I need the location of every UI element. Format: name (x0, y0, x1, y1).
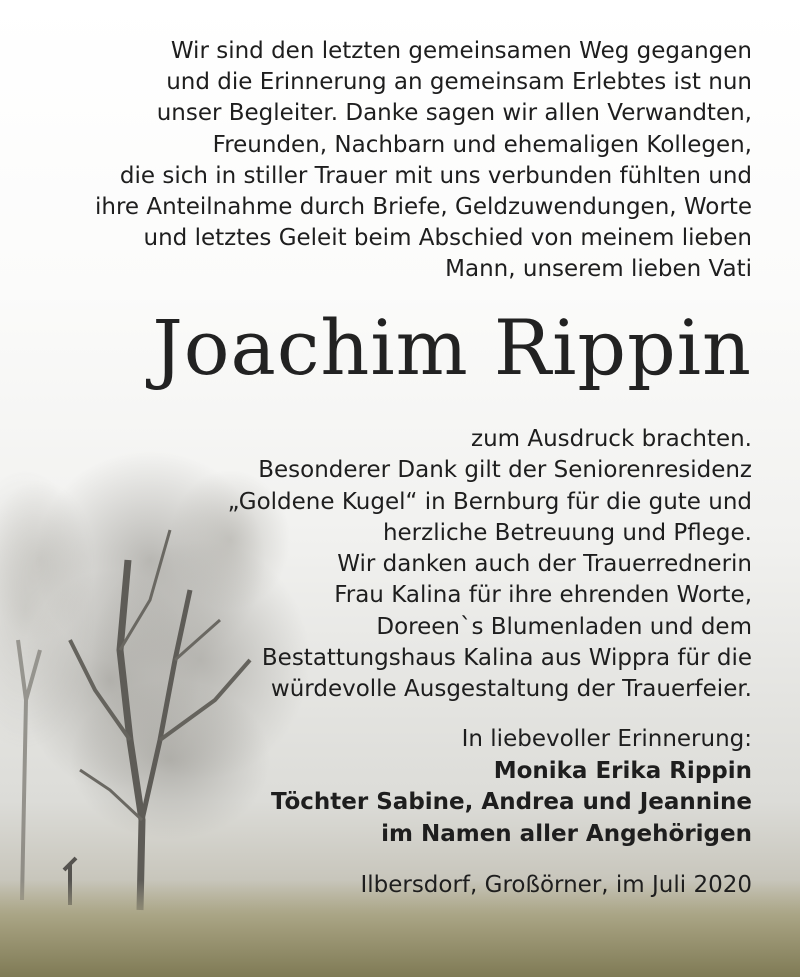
thanks-line: würdevolle Ausgestaltung der Trauerfeier. (270, 676, 752, 703)
thanks-paragraph (32, 424, 752, 706)
mourner-name: Monika Erika Rippin (493, 757, 752, 784)
intro-line: ihre Anteilnahme durch Briefe, Geldzuwendungen, Worte (94, 194, 752, 221)
thanks-line: Doreen`s Blumenladen und dem (376, 613, 752, 640)
closing-intro: In liebevoller Erinnerung: (461, 726, 752, 752)
thanks-line: Frau Kalina für ihre ehrenden Worte, (334, 582, 752, 609)
thanks-line: Wir danken auch der Trauerrednerin (337, 551, 752, 578)
signature-block (32, 724, 752, 850)
intro-line: Freunden, Nachbarn und ehemaligen Kollegen, (212, 131, 752, 158)
intro-line: Mann, unserem lieben Vati (445, 256, 752, 283)
intro-line: und letztes Geleit beim Abschied von meinem lieben (143, 225, 752, 252)
mourner-name: im Namen aller Angehörigen (381, 820, 752, 847)
intro-line: Wir sind den letzten gemeinsamen Weg gegangen (170, 38, 752, 64)
intro-line: unser Begleiter. Danke sagen wir allen Verwandten, (156, 100, 752, 127)
thanks-line: herzliche Betreuung und Pflege. (382, 519, 752, 546)
intro-line: und die Erinnerung an gemeinsam Erlebtes ist nun (166, 69, 752, 96)
thanks-line: zum Ausdruck brachten. (471, 426, 752, 452)
mourner-name: Töchter Sabine, Andrea und Jeannine (270, 789, 752, 816)
deceased-name: Joachim Rippin (152, 303, 752, 392)
place-and-date: Ilbersdorf, Großörner, im Juli 2020 (360, 872, 752, 898)
intro-paragraph (32, 36, 752, 286)
thanks-line: Bestattungshaus Kalina aus Wippra für die (261, 645, 752, 672)
thanks-line: „Goldene Kugel“ in Bernburg für die gute und (227, 488, 752, 515)
thanks-line: Besonderer Dank gilt der Seniorenresidenz (258, 457, 752, 484)
intro-line: die sich in stiller Trauer mit uns verbunden fühlten und (119, 162, 752, 189)
